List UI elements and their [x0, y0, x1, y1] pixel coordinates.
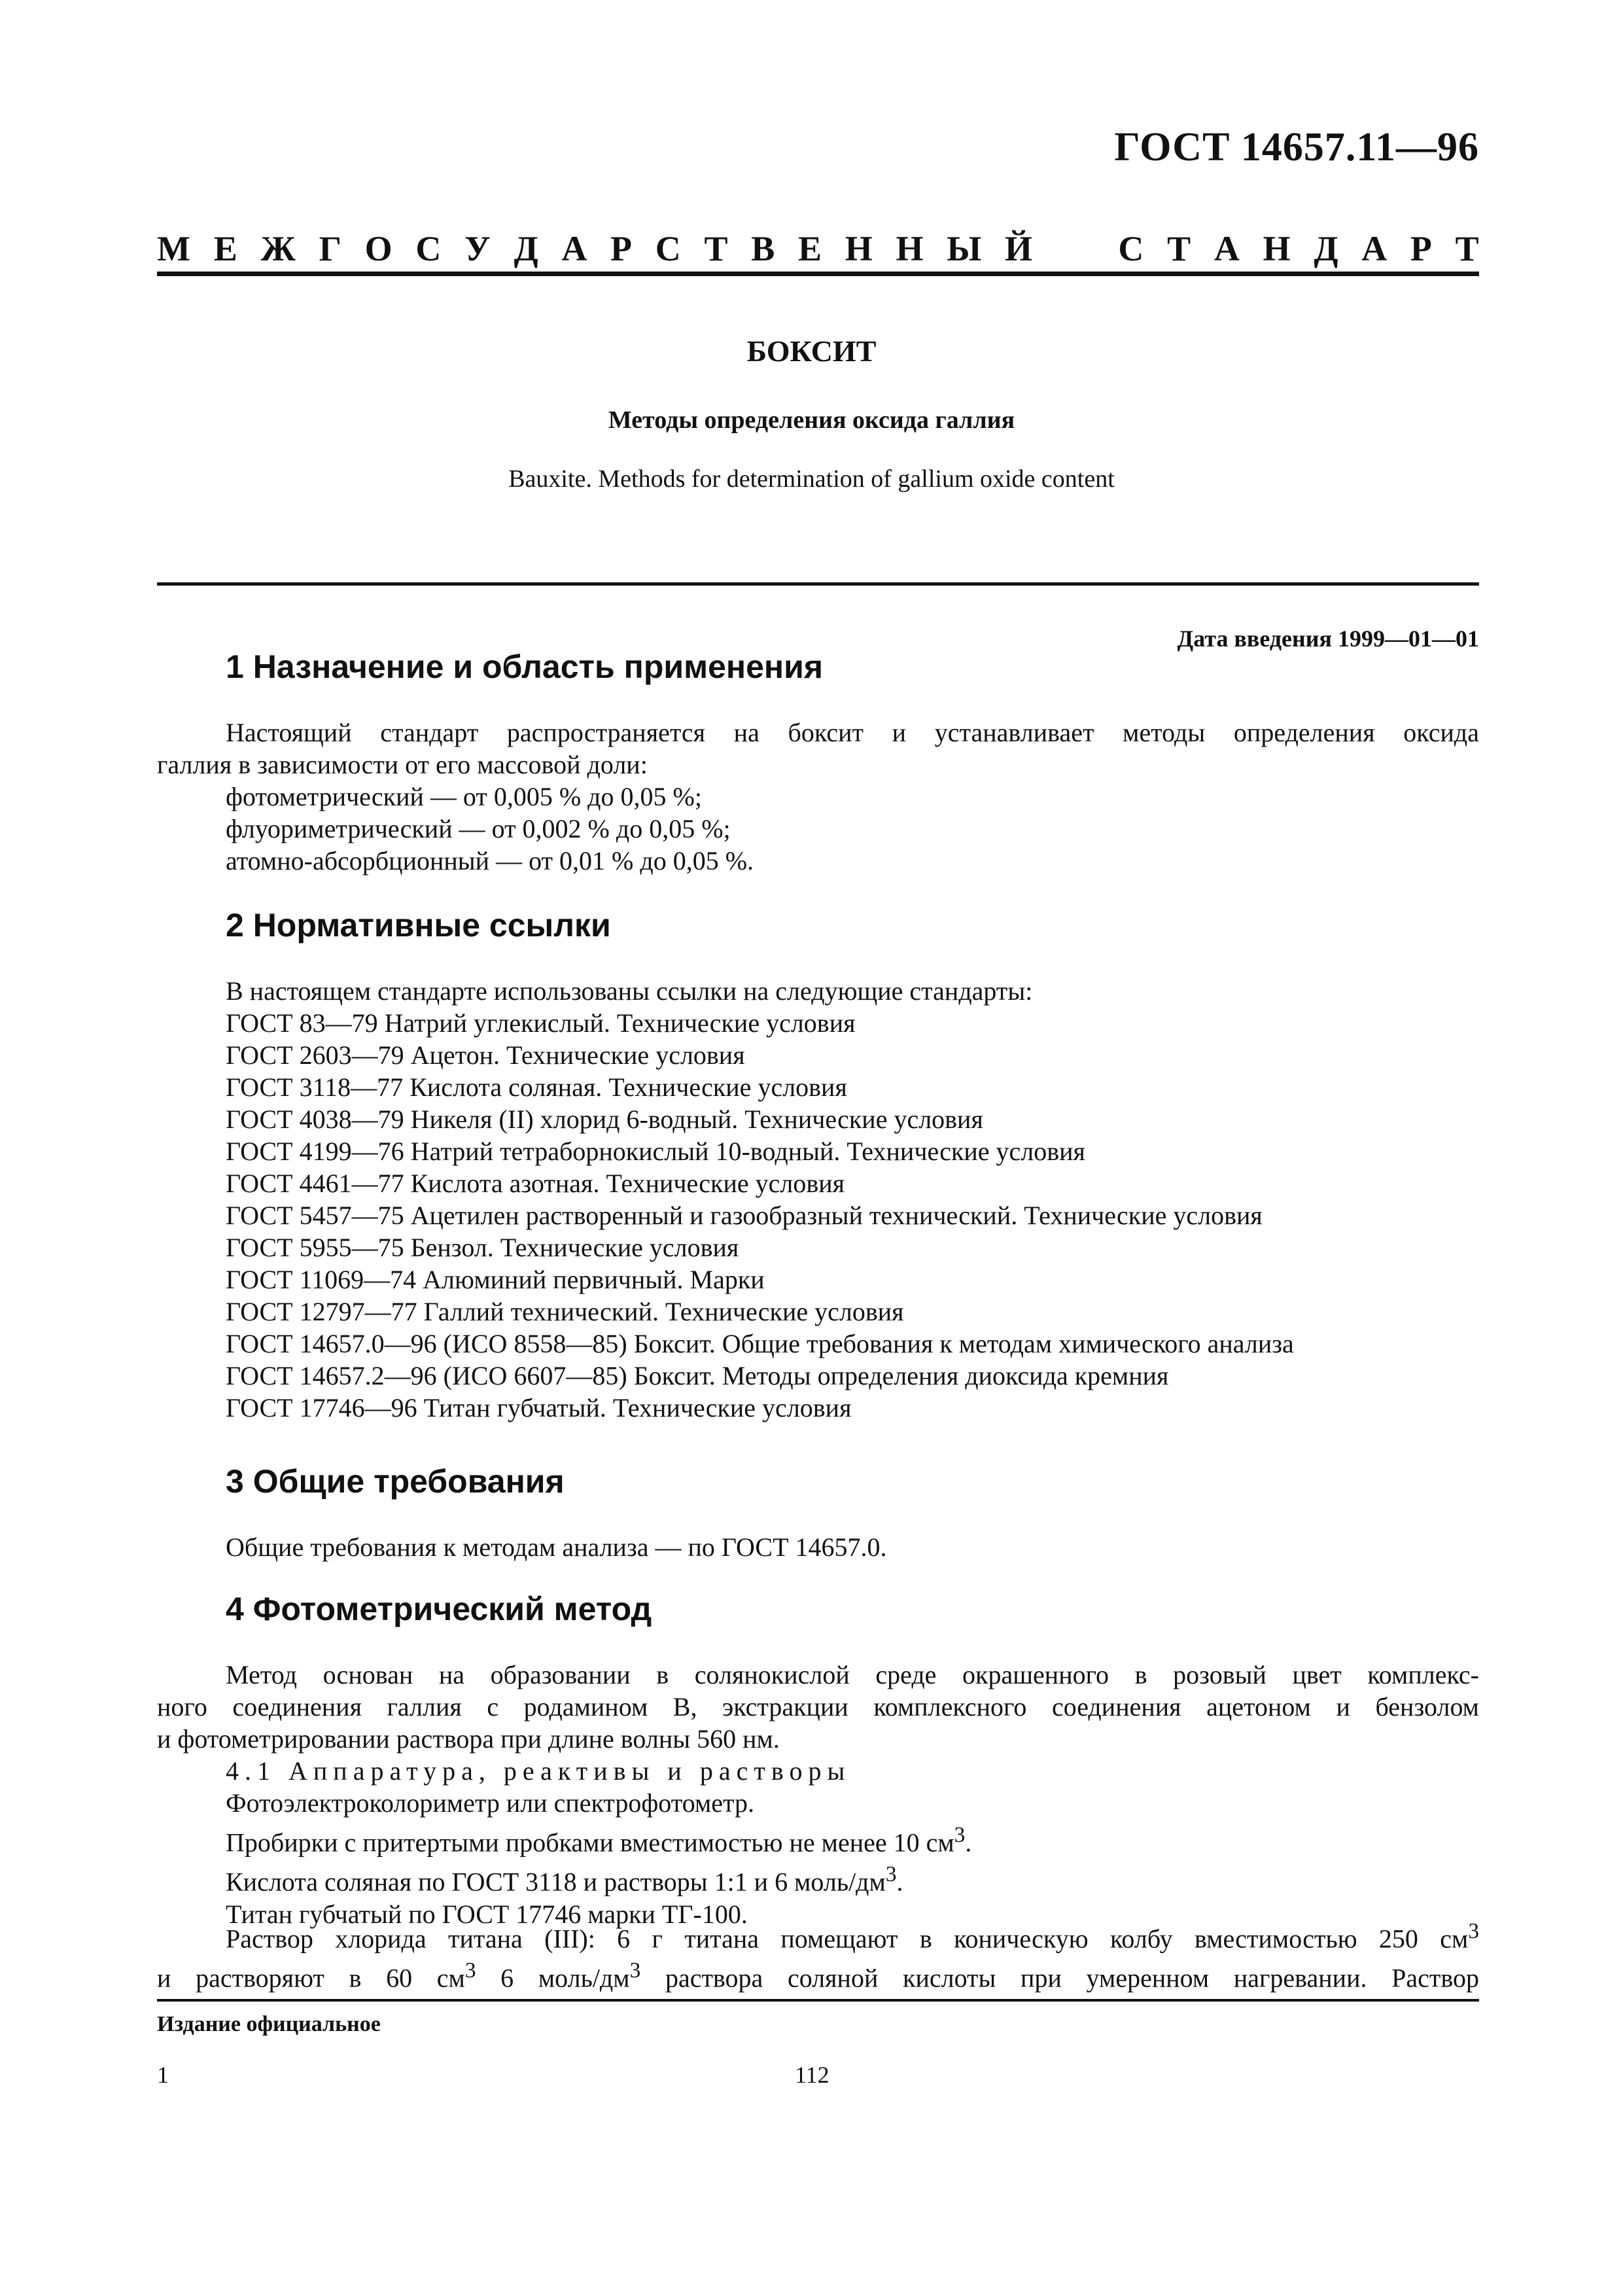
banner-letter: С	[1118, 229, 1144, 268]
method-item: атомно-абсорбционный — от 0,01 % до 0,05 %.	[226, 846, 754, 875]
banner-letter: А	[1361, 229, 1387, 268]
banner-letter: Н	[1263, 229, 1291, 268]
paragraph-line: ного соединения галлия с родамином В, экстракции комплексного соединения ацетоном и бензолом	[157, 1692, 1479, 1722]
banner-letter: Ы	[947, 229, 982, 268]
reference-item: ГОСТ 83—79 Натрий углекислый. Технические условия	[226, 1008, 856, 1038]
section-2-heading: 2 Нормативные ссылки	[226, 907, 611, 944]
reference-item: ГОСТ 4199—76 Натрий тетраборнокислый 10-водный. Технические условия	[226, 1137, 1085, 1166]
banner-letter: А	[1213, 229, 1240, 268]
banner-letter: Н	[845, 229, 873, 268]
banner-letter: М	[157, 229, 190, 268]
subsection-heading: 4.1 Аппаратура, реактивы и растворы	[226, 1756, 851, 1786]
reference-item: ГОСТ 14657.2—96 (ИСО 6607—85) Боксит. Методы определения диоксида кремния	[226, 1361, 1169, 1390]
header-rule	[157, 272, 1479, 276]
banner-letter: Р	[610, 229, 633, 268]
banner-letter: Т	[704, 229, 728, 268]
reference-item: ГОСТ 17746—96 Титан губчатый. Технические условия	[226, 1393, 852, 1422]
banner-letter: О	[364, 229, 393, 268]
section-4-paragraph	[157, 1659, 1479, 1755]
references-intro: В настоящем стандарте использованы ссылки на следующие стандарты:	[226, 976, 1033, 1006]
banner-letter: С	[415, 229, 442, 268]
reference-item: ГОСТ 5955—75 Бензол. Технические условия	[226, 1233, 739, 1262]
paragraph-line: Общие требования к методам анализа — по ГОСТ 14657.0.	[226, 1532, 887, 1562]
banner-letter: Е	[213, 229, 237, 268]
reference-item: ГОСТ 11069—74 Алюминий первичный. Марки	[226, 1265, 765, 1294]
reference-item: ГОСТ 4461—77 Кислота азотная. Технические условия	[226, 1169, 845, 1198]
section-1-heading: 1 Назначение и область применения	[226, 648, 824, 685]
reference-item: ГОСТ 5457—75 Ацетилен растворенный и газообразный технический. Технические условия	[226, 1201, 1263, 1230]
banner-letter: Е	[797, 229, 822, 268]
section-4-heading: 4 Фотометрический метод	[226, 1591, 652, 1627]
title-rule	[157, 582, 1479, 586]
reference-item: ГОСТ 14657.0—96 (ИСО 8558—85) Боксит. Общие требования к методам химического анализа	[226, 1329, 1294, 1358]
paragraph-line: Настоящий стандарт распространяется на боксит и устанавливает методы определения оксида	[226, 718, 1479, 747]
sheet-number: 1	[157, 2062, 169, 2088]
section-1-paragraph	[157, 716, 1479, 781]
banner-letter: Р	[1410, 229, 1432, 268]
banner-letter: У	[464, 229, 491, 268]
method-list	[226, 781, 1479, 877]
paragraph-line: Метод основан на образовании в солянокислой среде окрашенного в розовый цвет комплекс-	[226, 1660, 1479, 1689]
apparatus-list	[226, 1755, 1479, 1930]
interstate-standard-banner	[157, 222, 1479, 275]
official-edition-label: Издание официальное	[157, 2012, 381, 2036]
banner-letter: Й	[1004, 229, 1032, 268]
footer-rule	[157, 1999, 1479, 2002]
method-item: фотометрический — от 0,005 % до 0,05 %;	[226, 782, 702, 811]
banner-letter: Т	[1167, 229, 1191, 268]
paragraph-line: галлия в зависимости от его массовой доли:	[157, 750, 648, 779]
reference-item: ГОСТ 2603—79 Ацетон. Технические условия	[226, 1040, 745, 1070]
document-title: БОКСИТ	[746, 334, 877, 368]
reference-list	[226, 975, 1479, 1424]
paragraph-line: и фотометрировании раствора при длине волны 560 нм.	[157, 1724, 780, 1754]
reference-item: ГОСТ 3118—77 Кислота соляная. Технические условия	[226, 1072, 847, 1102]
apparatus-item: Пробирки с притертыми пробками вместимостью не менее 10 $см^3$.	[226, 1823, 972, 1858]
section-3-text	[226, 1531, 1479, 1563]
banner-letter: Г	[319, 229, 341, 268]
apparatus-item: Титан губчатый по ГОСТ 17746 марки ТГ-100.	[226, 1899, 748, 1929]
banner-letter: В	[751, 229, 775, 268]
reference-item: ГОСТ 4038—79 Никеля (II) хлорид 6-водный. Технические условия	[226, 1104, 983, 1134]
banner-letter: Д	[1314, 229, 1338, 268]
banner-letter: Н	[896, 229, 924, 268]
document-subtitle: Методы определения оксида галлия	[608, 406, 1015, 434]
apparatus-item: Фотоэлектроколориметр или спектрофотометр.	[226, 1788, 755, 1818]
banner-letter: С	[655, 229, 681, 268]
apparatus-item: Кислота соляная по ГОСТ 3118 и растворы 1:1 и 6 моль/$дм^3$.	[226, 1862, 903, 1897]
titanium-chloride-paragraph: Раствор хлорида титана (III): 6 г титана помещают в коническую колбу вместимостью 250 $см^3$ и растворяют в 60 $см^3$ 6 моль/$дм^3$ раствора соляной кислоты при умеренном нагревании. Раствор	[157, 1919, 1480, 1993]
banner-letter: А	[561, 229, 587, 268]
reference-item: ГОСТ 12797—77 Галлий технический. Технические условия	[226, 1297, 904, 1326]
section-3-heading: 3 Общие требования	[226, 1463, 565, 1500]
page-number: 112	[795, 2062, 829, 2088]
banner-letter: Ж	[260, 229, 296, 268]
document-number: ГОСТ 14657.11—96	[1114, 125, 1479, 169]
english-title: Bauxite. Methods for determination of gallium oxide content	[508, 465, 1115, 493]
method-item: флуориметрический — от 0,002 % до 0,05 %;	[226, 814, 731, 843]
introduction-date: Дата введения 1999—01—01	[1177, 626, 1479, 652]
banner-letter: Т	[1455, 229, 1479, 268]
banner-letter: Д	[514, 229, 538, 268]
